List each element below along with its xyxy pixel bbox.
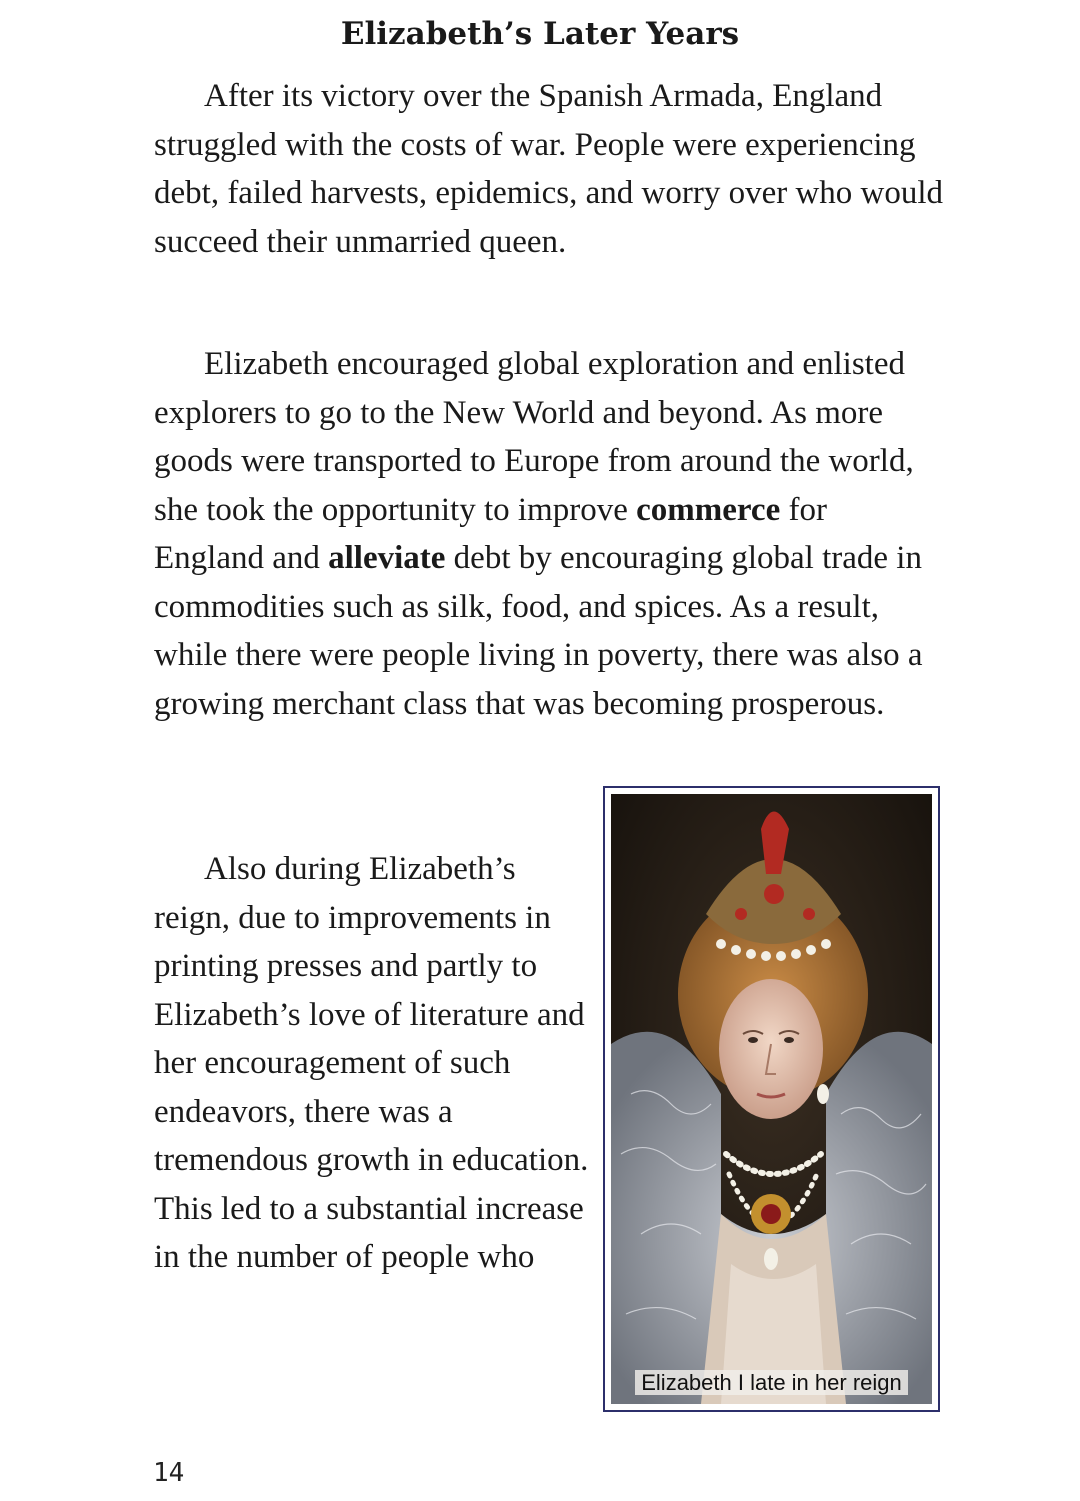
paragraph-aftermath: After its victory over the Spanish Armada, England struggled with the costs of war. People were experiencing debt, failed harvests, epidemics, and worry over who would succeed their unmarried queen. (154, 78, 944, 260)
vocab-word-commerce: commerce (636, 491, 781, 528)
paragraph-exploration-text-2: for England and (154, 491, 827, 576)
page-number: 14 (153, 1458, 185, 1488)
elizabeth-portrait-image (611, 794, 932, 1404)
portrait-frame (611, 794, 932, 1404)
figure-caption (611, 1368, 932, 1398)
paragraph-education: Also during Elizabeth’s reign, due to improvements in printing presses and partly to Elizabeth’s love of literature and her encouragement of such endeavors, there was a tremendous growth in education. This led to a substantial increase in the number of people who (154, 851, 589, 1275)
figure-caption-text: Elizabeth I late in her reign (635, 1370, 908, 1395)
paragraph-exploration-text-3: debt by encouraging global trade in commodities such as silk, food, and spices. As a result, while there were people living in poverty, there was also a growing merchant class that was becoming prosperous. (154, 540, 923, 722)
vocab-word-alleviate: alleviate (328, 540, 446, 576)
portrait-figure (603, 786, 940, 1412)
page-title: Elizabeth’s Later Years (340, 16, 740, 52)
paragraph-exploration-text-1: Elizabeth encouraged global exploration and enlisted explorers to go to the New World and beyond. As more goods were transported to Europe from around the world, she took the opportunity to improve (154, 346, 914, 528)
paragraph-exploration (154, 340, 944, 728)
